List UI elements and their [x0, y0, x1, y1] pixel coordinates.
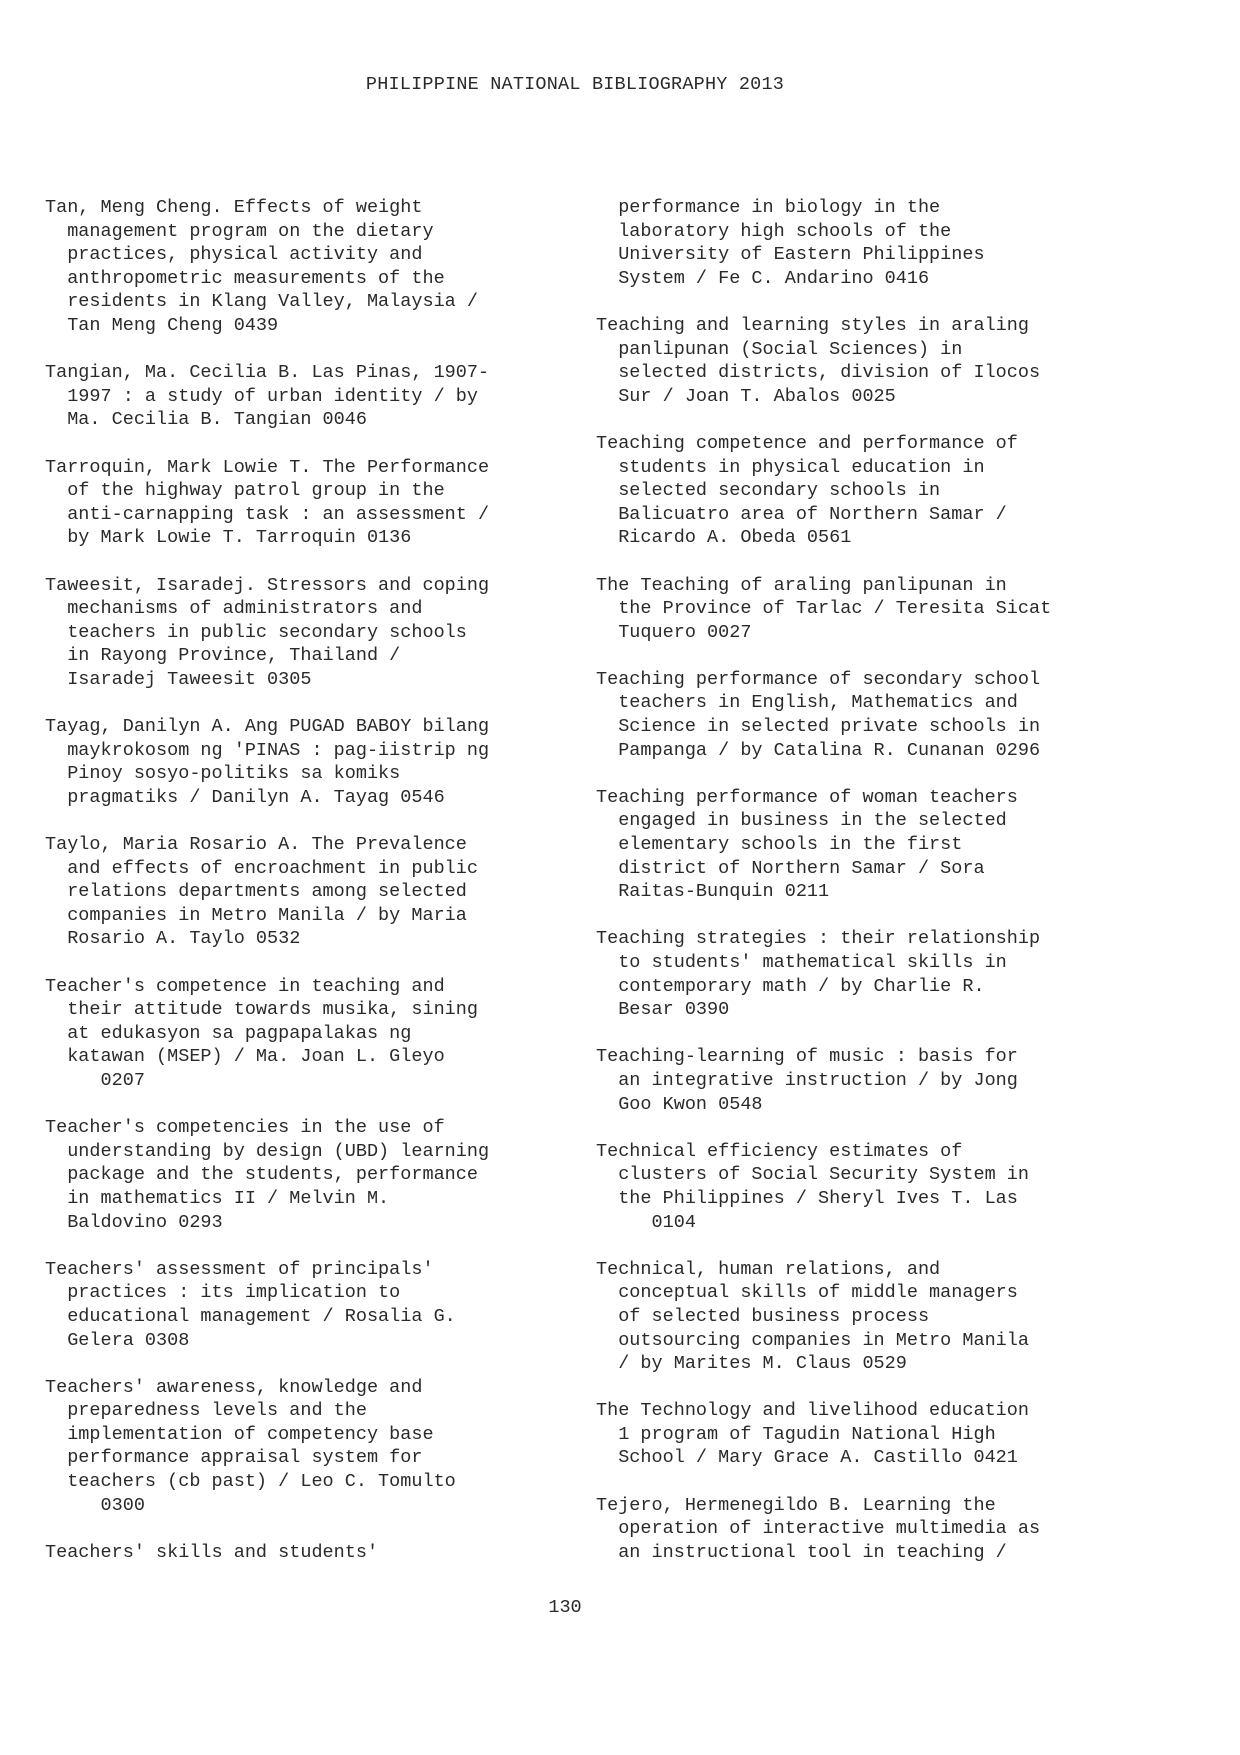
entry-line: anti-carnapping task : an assessment / — [45, 503, 490, 525]
entry-line: Teacher's competencies in the use of — [45, 1117, 445, 1139]
entry-line: laboratory high schools of the — [596, 220, 952, 242]
entry-line: / by Marites M. Claus 0529 — [596, 1353, 907, 1375]
entry-line: 0207 — [45, 1069, 145, 1091]
bibliography-entry — [596, 1258, 1116, 1376]
entry-line: Teaching performance of secondary school — [596, 668, 1041, 690]
entry-line: companies in Metro Manila / by Maria — [45, 904, 467, 926]
bibliography-entry — [596, 786, 1116, 904]
entry-line: Tarroquin, Mark Lowie T. The Performance — [45, 456, 490, 478]
entry-line: The Technology and livelihood education — [596, 1400, 1029, 1422]
entry-line: the Philippines / Sheryl Ives T. Las — [596, 1187, 1018, 1209]
entry-line: outsourcing companies in Metro Manila — [596, 1329, 1029, 1351]
entry-line: Baldovino 0293 — [45, 1211, 223, 1233]
entry-line: implementation of competency base — [45, 1423, 434, 1445]
entry-line: district of Northern Samar / Sora — [596, 857, 985, 879]
entry-line: Pinoy sosyo-politiks sa komiks — [45, 763, 401, 785]
bibliography-entry — [45, 456, 565, 550]
entry-line: Teaching strategies : their relationship — [596, 928, 1041, 950]
running-header: PHILIPPINE NATIONAL BIBLIOGRAPHY 2013 — [365, 74, 785, 95]
entry-line: practices : its implication to — [45, 1282, 401, 1304]
entry-line: operation of interactive multimedia as — [596, 1518, 1041, 1540]
entry-line: performance in biology in the — [596, 197, 941, 218]
bibliography-entry — [596, 314, 1116, 408]
entry-line: Balicuatro area of Northern Samar / — [596, 503, 1007, 525]
entry-line: conceptual skills of middle managers — [596, 1282, 1018, 1304]
bibliography-entry — [45, 574, 565, 692]
entry-line: Science in selected private schools in — [596, 716, 1041, 738]
entry-line: System / Fe C. Andarino 0416 — [596, 267, 930, 289]
bibliography-entry — [45, 1541, 565, 1565]
entry-line: and effects of encroachment in public — [45, 857, 478, 879]
bibliography-entry — [596, 1399, 1116, 1470]
bibliography-entry — [596, 927, 1116, 1021]
entry-line: Tejero, Hermenegildo B. Learning the — [596, 1494, 996, 1516]
entry-line: panlipunan (Social Sciences) in — [596, 338, 963, 360]
entry-line: relations departments among selected — [45, 881, 467, 903]
page-number: 130 — [548, 1597, 582, 1618]
entry-line: teachers in public secondary schools — [45, 621, 467, 643]
bibliography-entry — [596, 1140, 1116, 1234]
entry-line: pragmatiks / Danilyn A. Tayag 0546 — [45, 786, 445, 808]
bibliography-entry — [45, 715, 565, 809]
bibliography-entry — [45, 975, 565, 1093]
entry-line: The Teaching of araling panlipunan in — [596, 574, 1007, 596]
entry-line: School / Mary Grace A. Castillo 0421 — [596, 1447, 1018, 1469]
entry-line: Goo Kwon 0548 — [596, 1093, 763, 1115]
entry-line: Teachers' assessment of principals' — [45, 1258, 434, 1280]
entry-line: Tuquero 0027 — [596, 621, 752, 643]
entry-line: by Mark Lowie T. Tarroquin 0136 — [45, 527, 412, 549]
entry-line: 0300 — [45, 1494, 145, 1516]
entry-line: Tangian, Ma. Cecilia B. Las Pinas, 1907- — [45, 362, 490, 384]
bibliography-entry — [45, 196, 565, 338]
right-column — [596, 196, 1116, 1588]
bibliography-entry — [596, 668, 1116, 762]
entry-line: Teaching competence and performance of — [596, 432, 1018, 454]
entry-line: Taylo, Maria Rosario A. The Prevalence — [45, 834, 467, 856]
entry-line: maykrokosom ng 'PINAS : pag-iistrip ng — [45, 739, 490, 761]
entry-line: Gelera 0308 — [45, 1329, 190, 1351]
entry-line: performance appraisal system for — [45, 1447, 423, 1469]
entry-line: Pampanga / by Catalina R. Cunanan 0296 — [596, 739, 1041, 761]
entry-line: their attitude towards musika, sining — [45, 999, 478, 1021]
bibliography-entry — [45, 833, 565, 951]
entry-line: clusters of Social Security System in — [596, 1164, 1029, 1186]
entry-line: Isaradej Taweesit 0305 — [45, 668, 312, 690]
entry-line: Teaching performance of woman teachers — [596, 786, 1018, 808]
entry-line: an instructional tool in teaching / — [596, 1541, 1007, 1563]
entry-line: mechanisms of administrators and — [45, 598, 423, 620]
entry-line: Teaching and learning styles in araling — [596, 314, 1029, 336]
entry-line: package and the students, performance — [45, 1164, 478, 1186]
entry-line: Teachers' skills and students' — [45, 1541, 379, 1563]
entry-line: understanding by design (UBD) learning — [45, 1140, 490, 1162]
entry-line: 1997 : a study of urban identity / by — [45, 385, 478, 407]
entry-line: in mathematics II / Melvin M. — [45, 1187, 390, 1209]
entry-line: Taweesit, Isaradej. Stressors and coping — [45, 574, 490, 596]
entry-line: Technical efficiency estimates of — [596, 1140, 963, 1162]
bibliography-entry — [596, 196, 1116, 290]
entry-line: Rosario A. Taylo 0532 — [45, 928, 301, 950]
entry-line: contemporary math / by Charlie R. — [596, 975, 985, 997]
entry-line: students in physical education in — [596, 456, 985, 478]
entry-line: Teachers' awareness, knowledge and — [45, 1376, 423, 1398]
bibliography-entry — [45, 1116, 565, 1234]
entry-line: Teaching-learning of music : basis for — [596, 1046, 1018, 1068]
entry-line: katawan (MSEP) / Ma. Joan L. Gleyo — [45, 1046, 445, 1068]
entry-line: 1 program of Tagudin National High — [596, 1423, 996, 1445]
bibliography-entry — [596, 574, 1116, 645]
entry-line: at edukasyon sa pagpapalakas ng — [45, 1022, 412, 1044]
entry-line: the Province of Tarlac / Teresita Sicat — [596, 598, 1052, 620]
entry-line: in Rayong Province, Thailand / — [45, 645, 401, 667]
entry-line: engaged in business in the selected — [596, 810, 1007, 832]
bibliography-entry — [596, 1045, 1116, 1116]
left-column — [45, 196, 565, 1588]
entry-line: Teacher's competence in teaching and — [45, 975, 445, 997]
bibliography-entry — [596, 1494, 1116, 1565]
entry-line: 0104 — [596, 1211, 696, 1233]
entry-line: University of Eastern Philippines — [596, 244, 985, 266]
entry-line: to students' mathematical skills in — [596, 952, 1007, 973]
entry-line: teachers in English, Mathematics and — [596, 692, 1018, 714]
entry-line: Ma. Cecilia B. Tangian 0046 — [45, 409, 367, 431]
bibliography-entry — [596, 432, 1116, 550]
bibliography-entry — [45, 361, 565, 432]
entry-line: Tayag, Danilyn A. Ang PUGAD BABOY bilang — [45, 716, 490, 738]
entry-line: an integrative instruction / by Jong — [596, 1069, 1018, 1091]
entry-line: preparedness levels and the — [45, 1400, 367, 1422]
entry-line: Besar 0390 — [596, 999, 730, 1021]
entry-line: Tan Meng Cheng 0439 — [45, 314, 279, 336]
entry-line: anthropometric measurements of the — [45, 267, 445, 289]
entry-line: Ricardo A. Obeda 0561 — [596, 527, 852, 549]
entry-line: elementary schools in the first — [596, 834, 963, 856]
entry-line: teachers (cb past) / Leo C. Tomulto — [45, 1471, 456, 1493]
bibliography-entry — [45, 1376, 565, 1518]
entry-line: residents in Klang Valley, Malaysia / — [45, 291, 478, 313]
entry-line: selected secondary schools in — [596, 480, 941, 502]
entry-line: Sur / Joan T. Abalos 0025 — [596, 385, 896, 407]
entry-line: educational management / Rosalia G. — [45, 1305, 456, 1327]
entry-line: Tan, Meng Cheng. Effects of weight — [45, 197, 423, 218]
entry-line: selected districts, division of Ilocos — [596, 362, 1041, 384]
entry-line: practices, physical activity and — [45, 244, 423, 266]
bibliography-entry — [45, 1258, 565, 1352]
entry-line: of the highway patrol group in the — [45, 480, 445, 502]
entry-line: Technical, human relations, and — [596, 1258, 941, 1280]
entry-line: of selected business process — [596, 1305, 930, 1327]
entry-line: Raitas-Bunquin 0211 — [596, 881, 830, 903]
entry-line: management program on the dietary — [45, 220, 434, 242]
